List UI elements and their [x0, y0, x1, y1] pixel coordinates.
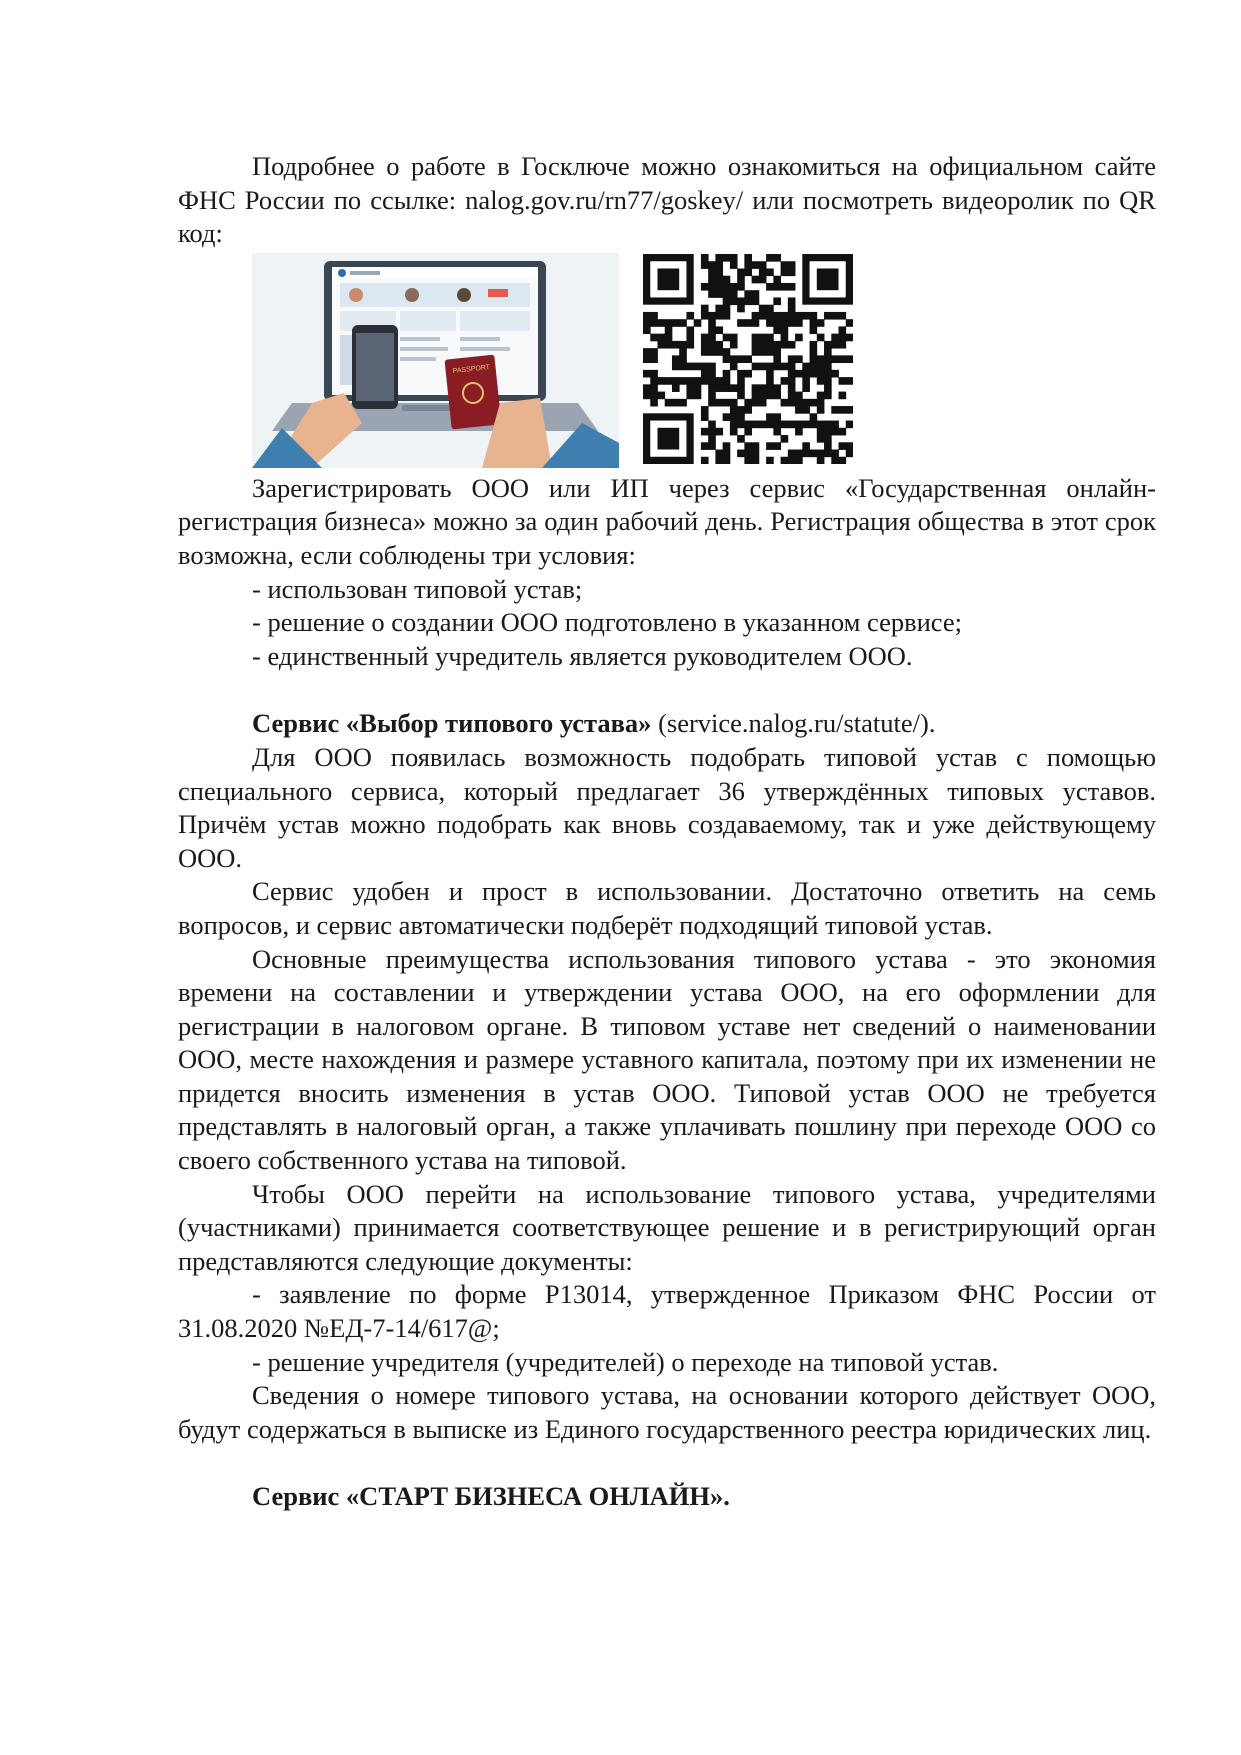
- heading-bold: Сервис «СТАРТ БИЗНЕСА ОНЛАЙН».: [252, 1481, 730, 1512]
- document-item: - решение учредителя (учредителей) о переходе на типовой устав.: [252, 1346, 999, 1377]
- condition-item: - использован типовой устав;: [252, 573, 583, 604]
- statute-paragraph: Для ООО появилась возможность подобрать типовой устав с помощью специального сервиса, который предлагает 36 утверждённых типовых уставов. Причём устав можно подобрать как вновь создаваемому, так и уже действующему ООО.: [178, 741, 1156, 873]
- condition-item: - решение о создании ООО подготовлено в указанном сервисе;: [252, 607, 963, 638]
- laptop-phone-passport-illustration: [252, 253, 619, 468]
- intro-paragraph: Подробнее о работе в Госключе можно ознакомиться на официальном сайте ФНС России по ссылке: nalog.gov.ru/rn77/goskey/ или посмотреть видеоролик по QR код:: [178, 151, 1156, 249]
- section-heading-statute: [178, 707, 1156, 741]
- statute-paragraph: Основные преимущества использования типового устава - это экономия времени на составлении и утверждении устава ООО, на его оформлении для регистрации в налоговом органе. В типовом уставе нет сведений о наименовании ООО, месте нахождения и размере уставного капитала, поэтому при их изменении не придется вносить изменения в устав ООО. Типовой устав ООО не требуется представлять в налоговый орган, а также уплачивать пошлину при переходе ООО со своего собственного устава на типовой.: [178, 943, 1156, 1176]
- document-page: [178, 150, 1156, 1514]
- statute-paragraph: Сервис удобен и прост в использовании. Достаточно ответить на семь вопросов, и сервис автоматически подберёт подходящий типовой устав.: [178, 876, 1156, 940]
- figures-row: [178, 253, 1156, 470]
- passport-label: PASSPORT: [452, 363, 491, 375]
- section-heading-start-business: [178, 1480, 1156, 1514]
- qr-code-icon[interactable]: [643, 254, 853, 464]
- statute-paragraph: Чтобы ООО перейти на использование типового устава, учредителями (участниками) принимается соответствующее решение и в регистрирующий орган представляются следующие документы:: [178, 1178, 1156, 1276]
- registration-paragraph: Зарегистрировать ООО или ИП через сервис «Государственная онлайн-регистрация бизнеса» можно за один рабочий день. Регистрация общества в этот срок возможна, если соблюдены три условия:: [178, 472, 1156, 570]
- condition-item: - единственный учредитель является руководителем ООО.: [252, 640, 913, 671]
- spacer: [178, 673, 1156, 707]
- statute-closing-paragraph: Сведения о номере типового устава, на основании которого действует ООО, будут содержаться в выписке из Единого государственного реестра юридических лиц.: [178, 1380, 1156, 1444]
- heading-bold: Сервис «Выбор типового устава»: [252, 708, 652, 739]
- spacer: [178, 1446, 1156, 1480]
- statute-service-link[interactable]: (service.nalog.ru/statute/).: [651, 708, 936, 739]
- document-item: - заявление по форме Р13014, утвержденное Приказом ФНС России от 31.08.2020 №ЕД-7-14/617@;: [178, 1279, 1156, 1344]
